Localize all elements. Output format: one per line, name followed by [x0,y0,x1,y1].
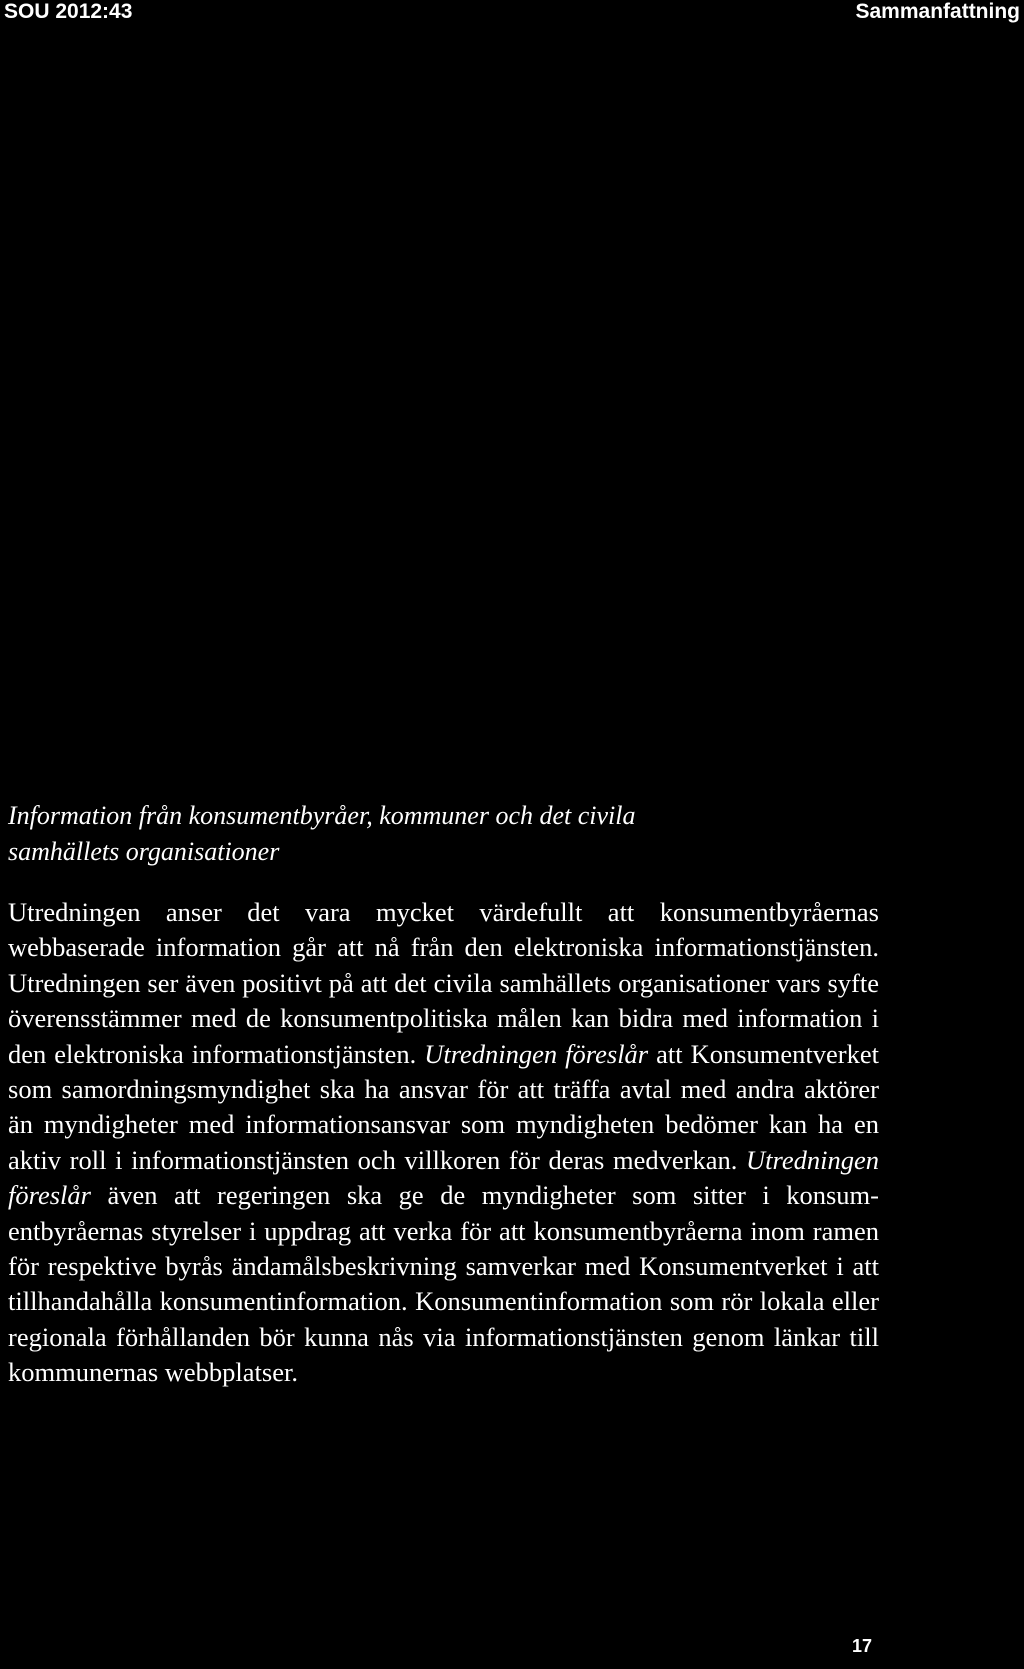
page-number: 17 [851,1636,872,1656]
paragraph-run: även att regeringen ska ge de myndigheter som sitter i konsumentbyråernas styrelser i uppdrag att verka för att konsumentbyråerna inom ramen för respektive byrås ändamålsbeskrivning samverkar med Konsumentverket i att tillhandahålla konsumentinformation. Konsumentinformation som rör lokala eller regionala förhållanden bör kunna nås via informationstjänsten genom länkar till kommunernas webbplatser. [8,1180,879,1388]
text-section [8,798,1008,1391]
body-paragraph [8,895,879,1391]
emphasis-run: Utredningen föreslår [8,1144,879,1211]
subheading-line-1: Information från konsumentbyråer, kommuner och det civila [8,801,636,830]
running-header [0,0,1024,30]
paragraph-run: Utredningen anser det vara mycket värdefullt att konsumentbyråernas webbaserade information går att nå från den elektroniska informationstjänsten. Utredningen ser även positivt på att det civila samhällets organisationer vars syfte överensstämmer med de konsumentpolitiska målen kan bidra med information i den elektroniska informationstjänsten. [8,897,879,1069]
subheading-line-2: samhällets organisationer [8,837,280,866]
section-title-label: Sammanfattning [855,0,1020,23]
paragraph-run: att Konsumentverket som samordningsmyndighet ska ha ansvar för att träffa avtal med andra aktörer än myndigheter med informationsansvar som myndigheten bedömer kan ha en aktiv roll i informationstjänsten och villkoren för deras medverkan. [8,1038,879,1175]
section-subheading [8,798,1008,870]
emphasis-run: Utredningen föreslår [424,1038,649,1069]
document-series-label: SOU 2012:43 [4,0,133,23]
